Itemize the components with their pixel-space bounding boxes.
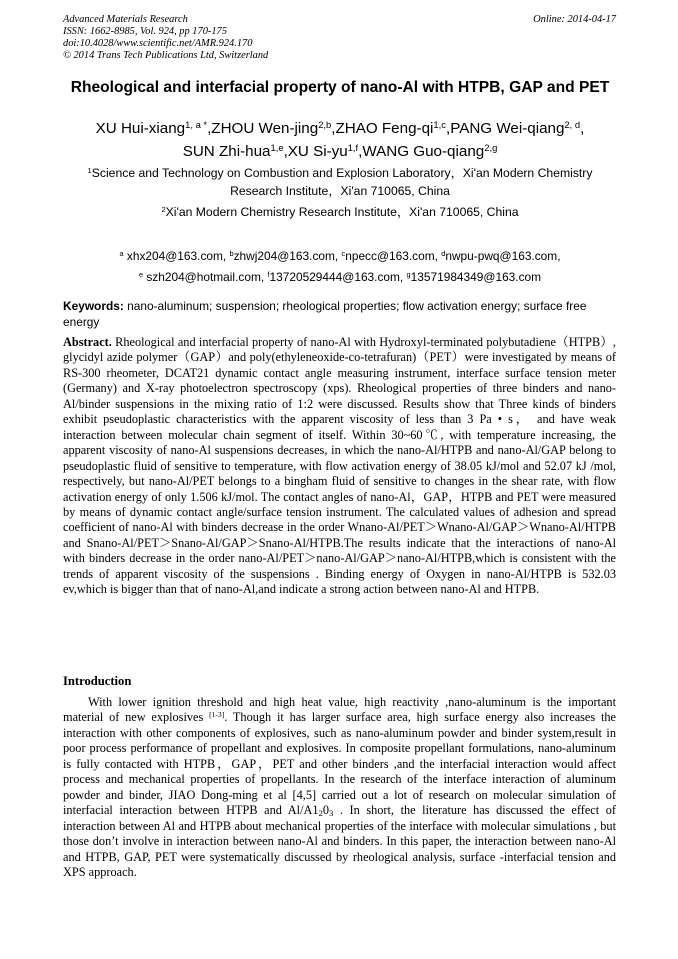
keywords-label: Keywords: bbox=[63, 299, 124, 313]
intro-text: . In short, the literature has discussed the effect of interaction between Al and HTPB about mechanical properties of the interface with molecular simulations , but those don’t involve in interaction between nano-Al and binders. In this paper, the interaction between nano-Al and HTPB, GAP, PET were systematically discussed by rheological analysis, surface -interfacial tension and XPS approach. bbox=[63, 803, 616, 879]
email-address: npecc@163.com, bbox=[345, 249, 442, 263]
keywords-text: nano-aluminum; suspension; rheological properties; flow activation energy; surface free energy bbox=[63, 299, 587, 329]
email-sup: g bbox=[406, 269, 411, 279]
author-name: ,ZHOU Wen-jing bbox=[207, 120, 319, 137]
subscript: 3 bbox=[328, 808, 334, 819]
email-address: nwpu-pwq@163.com, bbox=[445, 249, 561, 263]
author-name: SUN Zhi-hua bbox=[182, 143, 271, 160]
keywords-block bbox=[63, 298, 616, 330]
citation-ref: [1-3] bbox=[209, 710, 225, 720]
author-sup: 1,f bbox=[347, 141, 359, 153]
author-name: ,ZHAO Feng-qi bbox=[331, 120, 434, 137]
email-list bbox=[40, 246, 640, 288]
abstract-text: Rheological and interfacial property of nano-Al with Hydroxyl-terminated polybutadiene（HTPB）, glycidyl azide polymer（GAP）and poly(ethyleneoxide-co-tetrafuran)（PET）were investigated by means of RS-300 rheometer, DCAT21 dynamic contact angle measuring instrument, interface surface tension meter (Germany) and X-ray photoelectron spectroscopy (xps). Rheological properties of three binders and nano-Al/binder suspensions in the mixing ratio of 1:2 were discussed. Results show that Three kinds of binders exhibit pseudoplastic characteristics with the apparent viscosity of less than 3 Pa • s， and have weak interaction between molecular chain segment of itself. Within 30~60℃, with temperature increasing, the apparent viscosity of nano-Al suspensions decreases, in which the nano-Al/HTPB and nano-Al/GAP belong to pseudoplastic fluid of sensitive to temperature, with flow activation energy of 38.05 kJ/mol and 52.07 kJ /mol, respectively, but nano-Al/PET belongs to a bingham fluid of sensitive to changes in the shear rate, with flow activation energy of only 1.506 kJ/mol. The contact angles of nano-Al，GAP，HTPB and PET were measured by means of dynamic contact angle/surface tension instrument. The calculated values of adhesion and spread coefficient of nano-Al with binders decrease in the order Wnano-Al/PET＞Wnano-Al/GAP＞Wnano-Al/HTPB and Snano-Al/PET＞Snano-Al/GAP＞Snano-Al/HTPB.The results indicate that the interactions of nano-Al with binders decrease in the order nano-Al/PET＞nano-Al/GAP＞nano-Al/HTPB,which is consistent with the trends of apparent viscosity of the suspensions . Binding energy of Oxygen in nano-Al/HTPB is 532.03 ev,which is bigger than that of nano-Al,and indicate a strong action between nano-Al and HTPB. bbox=[63, 335, 616, 597]
abstract-block bbox=[63, 335, 616, 598]
email-address: zhwj204@163.com, bbox=[233, 249, 342, 263]
copyright-line: © 2014 Trans Tech Publications Ltd, Switzerland bbox=[63, 50, 269, 61]
email-sup: d bbox=[441, 248, 446, 258]
author-name: ,XU Si-yu bbox=[283, 143, 348, 160]
abstract-label: Abstract. bbox=[63, 335, 112, 349]
email-sup: c bbox=[341, 248, 346, 258]
intro-text: 0 bbox=[322, 803, 329, 818]
email-address: 13571984349@163.com bbox=[410, 270, 542, 284]
intro-text: . Though it has larger surface area, high surface energy also increases the interaction with other components of explosives, such as nano-aluminum powder and binder system,result in poor process performance of propellant and explosives. In composite propellant formulations, nano-aluminum is fully contacted with HTPB，GAP，PET and other binders ,and the interfacial interaction would affect process and mechanical properties of propellants. In the research of the interface interaction of aluminum powder and binder, JIAO Dong-ming et al [4,5] carried out a lot of research on molecular simulation of interfacial interaction between HTPB and Al/A1 bbox=[63, 710, 616, 818]
intro-text: With lower ignition threshold and high heat value, high reactivity ,nano-aluminum is the important material of new explosives bbox=[63, 695, 616, 725]
author-name: ,WANG Guo-qiang bbox=[358, 143, 485, 160]
email-address: 13720529444@163.com, bbox=[269, 270, 407, 284]
introduction-paragraph bbox=[63, 695, 616, 880]
affiliation-text: Research Institute，Xi'an 710065, China bbox=[230, 184, 450, 198]
author-sup: 1, a * bbox=[185, 118, 208, 130]
author-sup: 2,b bbox=[318, 118, 332, 130]
issn-line: ISSN: 1662-8985, Vol. 924, pp 170-175 bbox=[63, 26, 227, 37]
author-list bbox=[40, 117, 640, 163]
subscript: 2 bbox=[318, 808, 323, 819]
email-sup: a bbox=[119, 248, 124, 258]
author-sup: 1,e bbox=[270, 141, 284, 153]
author-name: ,PANG Wei-qiang bbox=[445, 120, 565, 137]
paper-title: Rheological and interfacial property of nano-Al with HTPB, GAP and PET bbox=[70, 79, 610, 96]
email-address: szh204@hotmail.com, bbox=[143, 270, 268, 284]
author-sup: 2, d bbox=[564, 118, 581, 130]
author-sup: 2,g bbox=[484, 141, 498, 153]
email-sup: f bbox=[267, 269, 270, 279]
email-address: xhx204@163.com, bbox=[123, 249, 230, 263]
author-sep: , bbox=[580, 120, 585, 137]
journal-header bbox=[63, 14, 616, 62]
online-date: Online: 2014-04-17 bbox=[533, 14, 616, 25]
affiliation-sup: 2 bbox=[161, 204, 166, 214]
affiliation-text: Xi'an Modern Chemistry Research Institute，Xi'an 710065, China bbox=[165, 205, 519, 219]
author-sup: 1,c bbox=[433, 118, 446, 130]
affiliation-text: Science and Technology on Combustion and Explosion Laboratory，Xi'an Modern Chemistry bbox=[91, 166, 593, 180]
affiliation-2 bbox=[40, 203, 640, 221]
section-heading-introduction: Introduction bbox=[63, 674, 132, 688]
email-sup: e bbox=[138, 269, 144, 279]
affiliation-1 bbox=[40, 164, 640, 200]
doi-line: doi:10.4028/www.scientific.net/AMR.924.170 bbox=[63, 38, 253, 49]
journal-name: Advanced Materials Research bbox=[63, 14, 188, 25]
email-sup: b bbox=[229, 248, 234, 258]
affiliation-sup: 1 bbox=[87, 165, 92, 175]
author-name: XU Hui-xiang bbox=[95, 120, 186, 137]
